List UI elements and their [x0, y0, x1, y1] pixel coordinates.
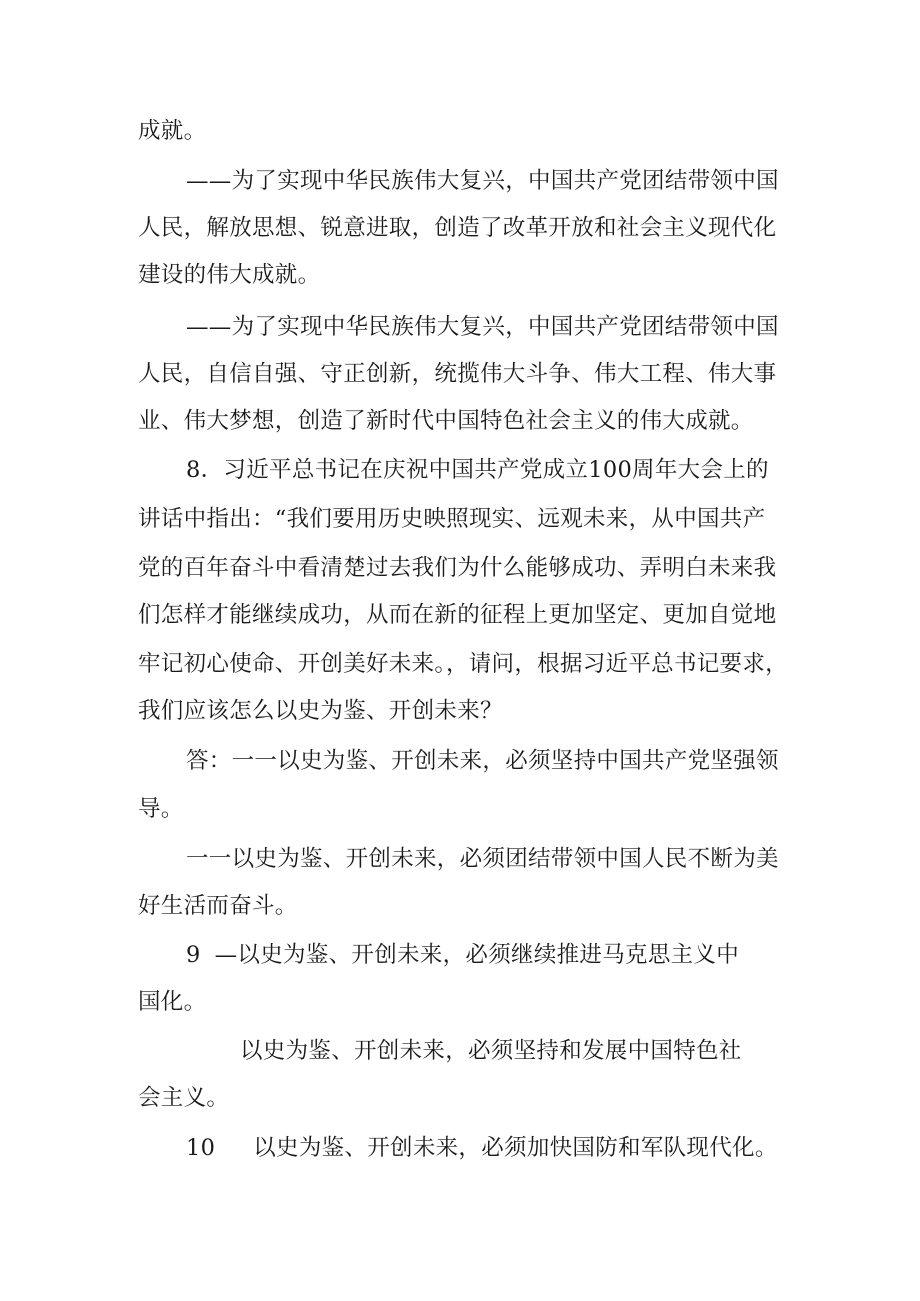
- paragraph-line: 业、伟大梦想，创造了新时代中国特色社会主义的伟大成就。: [138, 408, 754, 434]
- paragraph-line: 成就。: [138, 118, 207, 144]
- question-line: 牢记初心使命、开创美好未来。，请问，根据习近平总书记要求，: [138, 651, 788, 677]
- answer-line: 导。: [138, 796, 184, 822]
- question-line: 们怎样才能继续成功，从而在新的征程上更加坚定、更加自觉地: [138, 602, 777, 628]
- paragraph-line: 建设的伟大成就。: [138, 262, 321, 288]
- paragraph-line: ——为了实现中华民族伟大复兴，中国共产党团结带领中国: [186, 314, 779, 340]
- list-item-10: [186, 1134, 778, 1162]
- list-item-9: [186, 941, 739, 969]
- item-number: 10: [186, 1135, 216, 1161]
- paragraph-line: 人民，解放思想、锐意进取，创造了改革开放和社会主义现代化: [138, 215, 777, 241]
- item-text: 以史为鉴、开创未来，必须加快国防和军队现代化。: [253, 1135, 778, 1161]
- answer-line: 好生活而奋斗。: [138, 893, 298, 919]
- answer-line: 一一以史为鉴、开创未来，必须团结带领中国人民不断为美: [186, 846, 779, 872]
- question-line: 我们应该怎么以史为鉴、开创未来？: [138, 698, 503, 724]
- question-line: 讲话中指出：“我们要用历史映照现实、远观未来，从中国共产: [138, 506, 766, 532]
- item-number: 9: [186, 942, 201, 968]
- question-line: 8．习近平总书记在庆祝中国共产党成立100周年大会上的: [186, 457, 769, 483]
- paragraph-line: 人民，自信自强、守正创新，统揽伟大斗争、伟大工程、伟大事: [138, 361, 777, 387]
- answer-line: 以史为鉴、开创未来，必须坚持和发展中国特色社: [240, 1038, 742, 1064]
- question-line: 党的百年奋斗中看清楚过去我们为什么能够成功、弄明白未来我: [138, 555, 777, 581]
- item-text: —以史为鉴、开创未来，必须继续推进马克思主义中: [214, 942, 740, 968]
- answer-line: 会主义。: [138, 1085, 230, 1111]
- answer-line: 国化。: [138, 989, 207, 1015]
- answer-line: 答：一一以史为鉴、开创未来，必须坚持中国共产党坚强领: [186, 748, 779, 774]
- paragraph-line: ——为了实现中华民族伟大复兴，中国共产党团结带领中国: [186, 168, 779, 194]
